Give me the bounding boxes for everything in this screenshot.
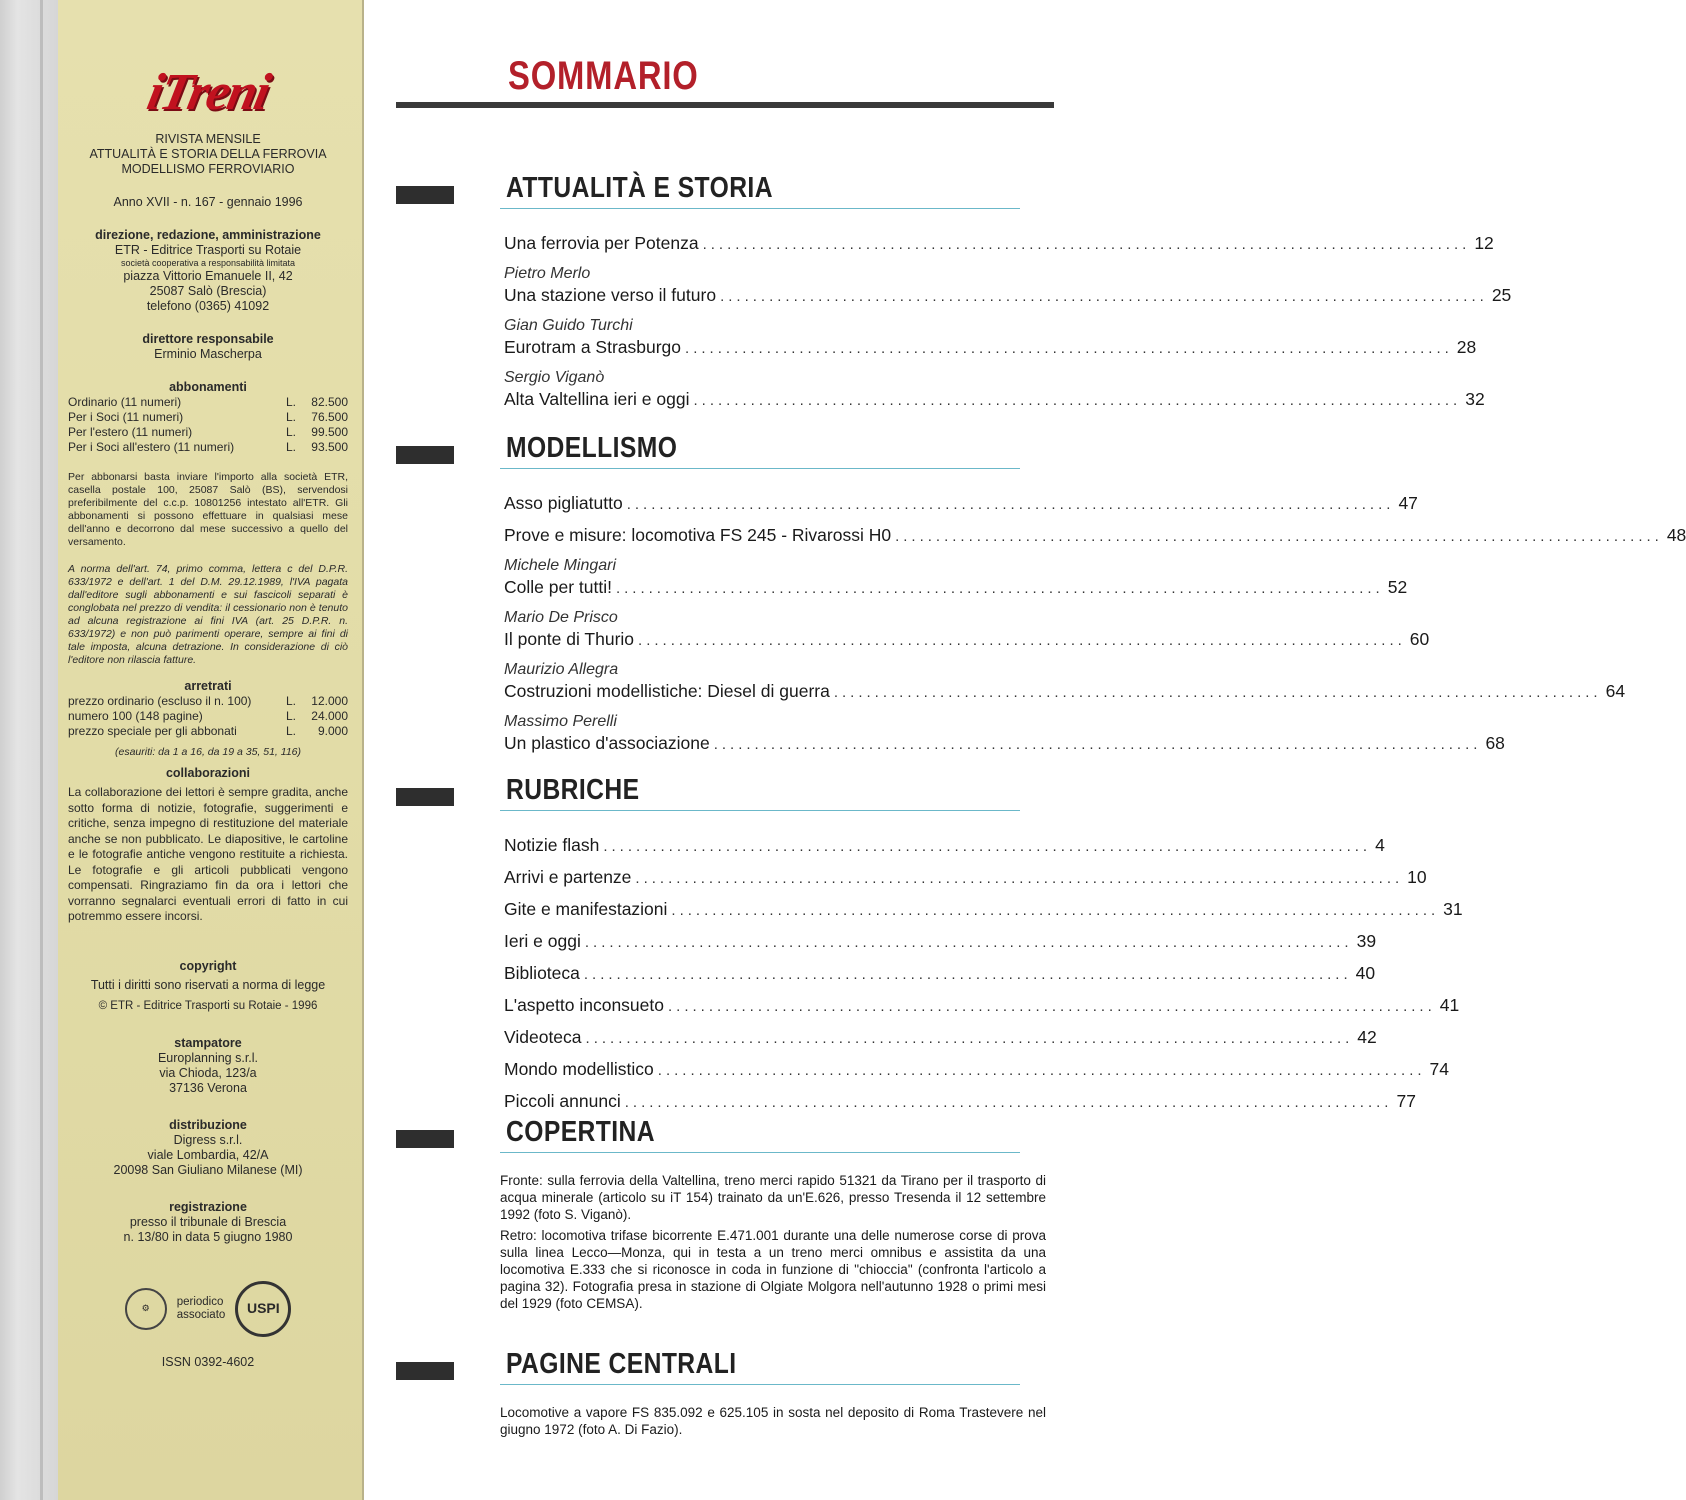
article-title: Una ferrovia per Potenza: [504, 233, 699, 253]
toc-entry: [504, 898, 1463, 922]
back-issues-heading: arretrati: [184, 679, 232, 693]
toc-entry: [504, 492, 1418, 516]
article-title: Videoteca: [504, 1027, 582, 1047]
article-title: Ieri e oggi: [504, 931, 581, 951]
toc-entry: [504, 994, 1460, 1018]
printer-heading: stampatore: [174, 1035, 242, 1050]
section-title: MODELLISMO: [506, 432, 678, 464]
page-number: 25: [1491, 285, 1512, 305]
collaborations-text: La collaborazione dei lettori è sempre gradita, anche sotto forma di notizie, fotografie, suggerimenti e critiche, senza impegno di restituzione del materiale anche se non pubblicato. Le diapositive, le cartoline e le fotografie antiche vengono restituite a richiesta. Le fotografie e gli articoli pubblicati vengono compensati. Ringraziamo fin da ora i lettori che vorranno segnalarci eventuali errori di fatto in cui potremmo essere incorsi.: [68, 785, 348, 923]
page-number: 4: [1375, 835, 1385, 855]
copyright-heading: copyright: [179, 958, 237, 973]
toc-line: [504, 284, 1512, 308]
section-rule: [500, 208, 1020, 209]
toc-line: [504, 898, 1463, 922]
registration-line: n. 13/80 in data 5 giugno 1980: [123, 1229, 293, 1244]
article-author: Mario De Prisco: [504, 609, 618, 626]
tagline-line: MODELLISMO FERROVIARIO: [121, 162, 295, 176]
price-currency: L.: [286, 709, 297, 723]
direction-small: società cooperativa a responsabilità limitata: [120, 258, 296, 268]
price-label: prezzo speciale per gli abbonati: [68, 724, 237, 738]
printer-line: via Chioda, 123/a: [159, 1065, 257, 1080]
toc-line: [504, 1058, 1450, 1082]
price-row: [62, 440, 354, 455]
section-title: RUBRICHE: [506, 774, 640, 806]
article-title: Biblioteca: [504, 963, 580, 983]
section-rubriche: [396, 774, 1463, 1122]
section-title: COPERTINA: [506, 1116, 656, 1148]
title-rule: [396, 102, 1054, 108]
price-value: 24.000: [311, 709, 348, 723]
article-title: Asso pigliatutto: [504, 493, 623, 513]
toc-entry: [504, 1090, 1416, 1114]
price-row: [62, 395, 354, 410]
article-author: Massimo Perelli: [504, 713, 617, 730]
toc-line: [504, 388, 1485, 412]
leader-dots: ..............................................................................................: [583, 966, 1352, 983]
binding-gutter: [0, 0, 58, 1500]
printer-line: Europlanning s.r.l.: [157, 1050, 259, 1065]
article-title: Alta Valtellina ieri e oggi: [504, 389, 690, 409]
toc-line: [504, 866, 1427, 890]
toc-entry: [504, 524, 1686, 548]
sold-out-note: (esauriti: da 1 a 16, da 19 a 35, 51, 116): [114, 746, 302, 758]
collaborations-heading: collaborazioni: [165, 766, 251, 780]
leader-dots: ..............................................................................................: [668, 998, 1436, 1015]
distribution-line: Digress s.r.l.: [173, 1132, 243, 1147]
article-title: Il ponte di Thurio: [504, 629, 635, 649]
price-label: Per l'estero (11 numeri): [68, 425, 193, 439]
price-value: 76.500: [311, 410, 348, 424]
toc-entry: [504, 608, 1430, 652]
page-number: 77: [1396, 1091, 1416, 1111]
back-issues-list: [62, 694, 354, 739]
article-title: Costruzioni modellistiche: Diesel di guerra: [504, 681, 830, 701]
center-pages-text: Locomotive a vapore FS 835.092 e 625.105 in sosta nel deposito di Roma Trastevere nel giugno 1972 (foto A. Di Fazio).: [500, 1405, 1046, 1437]
toc-line: [504, 680, 1626, 704]
leader-dots: ..............................................................................................: [693, 392, 1462, 409]
subscriptions-note: Per abbonarsi basta inviare l'importo alla società ETR, casella postale 100, 25087 Salò (BS), servendosi preferibilmente del c.c.p. 10801256 intestato all'ETR. Gli abbonamenti si possono effettuare in qualsiasi mese dell'anno e decorrono dal mese successivo a quello del versamento.: [68, 471, 348, 548]
page-number: 10: [1407, 867, 1427, 887]
association-line: associato: [176, 1308, 226, 1321]
leader-dots: ..............................................................................................: [895, 528, 1663, 545]
toc-line: [504, 732, 1505, 756]
toc-list: [504, 492, 1686, 756]
page-number: 42: [1357, 1027, 1377, 1047]
association-logos: [62, 1281, 354, 1337]
article-author: Gian Guido Turchi: [504, 317, 633, 334]
toc-line: [504, 994, 1460, 1018]
page-number: 47: [1398, 493, 1418, 513]
toc-entry: [504, 556, 1408, 600]
page-number: 28: [1456, 337, 1477, 357]
toc-line: [504, 576, 1408, 600]
price-value: 12.000: [311, 694, 348, 708]
toc-line: [504, 628, 1430, 652]
price-value: 9.000: [317, 724, 348, 738]
article-title: L'aspetto inconsueto: [504, 995, 664, 1015]
section-title: ATTUALITÀ E STORIA: [506, 172, 773, 204]
page-number: 32: [1465, 389, 1485, 409]
price-value: 99.500: [311, 425, 348, 439]
leader-dots: ..............................................................................................: [615, 580, 1384, 597]
association-label: [177, 1296, 226, 1322]
page-number: 68: [1485, 733, 1505, 753]
page-number: 48: [1666, 525, 1686, 545]
article-title: Prove e misure: locomotiva FS 245 - Rivarossi H0: [504, 525, 892, 545]
section-rule: [500, 468, 1020, 469]
cover-description: [500, 1172, 1046, 1312]
toc-list: [504, 232, 1512, 412]
toc-entry: [504, 930, 1377, 954]
price-currency: L.: [286, 395, 297, 409]
article-title: Eurotram a Strasburgo: [504, 337, 682, 357]
section-header: [396, 774, 1056, 818]
direction-line: 25087 Salò (Brescia): [149, 284, 267, 298]
article-title: Mondo modellistico: [504, 1059, 654, 1079]
printer-line: 37136 Verona: [169, 1080, 247, 1095]
toc-entry: [504, 866, 1427, 890]
leader-dots: ..............................................................................................: [720, 288, 1488, 305]
direction-line: piazza Vittorio Emanuele II, 42: [123, 269, 293, 283]
toc-line: [504, 962, 1376, 986]
section-header: [396, 1348, 1056, 1392]
leader-dots: ..............................................................................................: [585, 1030, 1354, 1047]
cover-front-text: Fronte: sulla ferrovia della Valtellina, treno merci rapido 51321 da Tirano per il trasporto di acqua minerale (articolo su iT 154) trainato da un'E.626, presso Tresenda il 12 settembre 1992 (foto S. Viganò).: [500, 1173, 1046, 1222]
toc-line: [504, 492, 1418, 516]
price-row: [62, 410, 354, 425]
distribution-line: viale Lombardia, 42/A: [147, 1147, 269, 1162]
section-header: [396, 172, 1056, 216]
tagline: [62, 132, 354, 177]
leader-dots: ..............................................................................................: [833, 684, 1602, 701]
page-number: 41: [1439, 995, 1460, 1015]
leader-dots: ..............................................................................................: [713, 736, 1482, 753]
registration-line: presso il tribunale di Brescia: [129, 1214, 287, 1229]
toc-entry: [504, 660, 1626, 704]
page-number: 64: [1605, 681, 1626, 701]
toc-entry: [504, 368, 1485, 412]
direction-line: ETR - Editrice Trasporti su Rotaie: [114, 243, 302, 257]
leader-dots: ..............................................................................................: [702, 236, 1471, 253]
page-number: 74: [1429, 1059, 1450, 1079]
price-label: prezzo ordinario (escluso il n. 100): [68, 694, 252, 708]
toc-line: [504, 1026, 1377, 1050]
leader-dots: ..............................................................................................: [603, 838, 1372, 855]
toc-line: [504, 930, 1377, 954]
center-pages-description: [500, 1404, 1046, 1438]
price-row: [62, 724, 354, 739]
section-bar: [396, 446, 454, 464]
page-number: 31: [1443, 899, 1463, 919]
price-row: [62, 709, 354, 724]
section-modellismo: [396, 432, 1686, 764]
price-currency: L.: [286, 425, 297, 439]
price-currency: L.: [286, 440, 297, 454]
toc-entry: [504, 232, 1494, 256]
page-title: SOMMARIO: [508, 54, 699, 98]
leader-dots: ..............................................................................................: [584, 934, 1353, 951]
direction-line: telefono (0365) 41092: [146, 299, 270, 313]
toc-entry: [504, 962, 1376, 986]
toc-list: [504, 834, 1463, 1114]
section-rule: [500, 810, 1020, 811]
toc-line: [504, 232, 1494, 256]
toc-line: [504, 1090, 1416, 1114]
toc-entry: [504, 1058, 1450, 1082]
tagline-line: ATTUALITÀ E STORIA DELLA FERROVIA: [89, 147, 327, 161]
section-bar: [396, 788, 454, 806]
article-title: Notizie flash: [504, 835, 600, 855]
price-currency: L.: [286, 694, 297, 708]
price-currency: L.: [286, 724, 297, 738]
article-title: Colle per tutti!: [504, 577, 612, 597]
section-bar: [396, 1130, 454, 1148]
issn: ISSN 0392-4602: [161, 1354, 255, 1369]
magazine-logo: iTreni: [142, 64, 274, 121]
toc-entry: [504, 264, 1512, 308]
article-author: Maurizio Allegra: [504, 661, 619, 678]
copyright-line: Tutti i diritti sono riservati a norma di legge: [90, 977, 326, 992]
director-name: Erminio Mascherpa: [154, 347, 262, 361]
gutter-line: [40, 0, 43, 1500]
distribution-heading: distribuzione: [169, 1117, 247, 1132]
leader-dots: ..............................................................................................: [685, 340, 1453, 357]
leader-dots: ..............................................................................................: [671, 902, 1440, 919]
section-header: [396, 432, 1056, 476]
direction-heading: direzione, redazione, amministrazione: [95, 228, 321, 242]
publisher-seal-icon: ⚙: [125, 1288, 167, 1330]
leader-dots: ..............................................................................................: [638, 632, 1406, 649]
price-row: [62, 425, 354, 440]
page-number: 40: [1355, 963, 1376, 983]
section-header: [396, 1116, 1056, 1160]
page-number: 60: [1409, 629, 1430, 649]
section-bar: [396, 1362, 454, 1380]
cover-back-text: Retro: locomotiva trifase bicorrente E.471.001 durante una delle numerose corse di prova sulla linea Lecco—Monza, qui in testa a un treno merci omnibus e assistita da una locomotiva E.333 che si riconosce in coda in funzione di "chioccia" (confronta l'articolo a pagina 32). Fotografia presa in stazione di Olgiate Molgora nell'autunno 1928 o primi mesi del 1929 (foto CEMSA).: [500, 1228, 1046, 1311]
section-copertina: [396, 1116, 1056, 1316]
subscriptions-list: [62, 395, 354, 455]
article-title: Gite e manifestazioni: [504, 899, 668, 919]
vat-note: A norma dell'art. 74, primo comma, lettera c del D.P.R. 633/1972 e dell'art. 1 del D.M. 29.12.1989, l'IVA pagata dall'editore sugli abbonamenti e sui fascicoli separati è conglobata nel prezzo di vendita: il cessionario non è tenuto ad alcuna registrazione ai fini IVA (art. 25 D.P.R. n. 633/1972) e non può parimenti operare, sempre ai fini di tale imposta, alcuna detrazione. In considerazione di ciò l'editore non rilascia fatture.: [68, 563, 348, 666]
toc-entry: [504, 834, 1385, 858]
price-row: [62, 694, 354, 709]
price-value: 82.500: [311, 395, 348, 409]
section-attualita: [396, 172, 1512, 420]
registration-heading: registrazione: [169, 1199, 247, 1214]
leader-dots: ..............................................................................................: [624, 1094, 1393, 1111]
section-bar: [396, 186, 454, 204]
toc-entry: [504, 712, 1505, 756]
toc-entry: [504, 316, 1477, 360]
section-rule: [500, 1384, 1020, 1385]
price-value: 93.500: [311, 440, 348, 454]
price-currency: L.: [286, 410, 297, 424]
leader-dots: ..............................................................................................: [626, 496, 1395, 513]
article-title: Piccoli annunci: [504, 1091, 621, 1111]
page-number: 12: [1474, 233, 1494, 253]
article-author: Michele Mingari: [504, 557, 617, 574]
copyright-line: © ETR - Editrice Trasporti su Rotaie - 1996: [98, 999, 318, 1012]
toc-entry: [504, 1026, 1377, 1050]
section-rule: [500, 1152, 1020, 1153]
subscriptions-heading: abbonamenti: [169, 380, 247, 394]
price-label: Per i Soci (11 numeri): [68, 410, 184, 424]
masthead-sidebar: [58, 0, 364, 1500]
article-author: Sergio Viganò: [504, 369, 605, 386]
article-title: Arrivi e partenze: [504, 867, 632, 887]
issue-info: Anno XVII - n. 167 - gennaio 1996: [113, 195, 303, 209]
director-heading: direttore responsabile: [142, 332, 274, 346]
distribution-line: 20098 San Giuliano Milanese (MI): [113, 1162, 303, 1177]
leader-dots: ..............................................................................................: [635, 870, 1404, 887]
page-number: 52: [1387, 577, 1408, 597]
toc-line: [504, 834, 1385, 858]
page-number: 39: [1356, 931, 1377, 951]
price-label: Ordinario (11 numeri): [68, 395, 182, 409]
toc-line: [504, 336, 1477, 360]
toc-line: [504, 524, 1686, 548]
section-title: PAGINE CENTRALI: [506, 1348, 737, 1380]
association-line: periodico: [176, 1295, 224, 1308]
article-author: Pietro Merlo: [504, 265, 591, 282]
article-title: Una stazione verso il futuro: [504, 285, 717, 305]
leader-dots: ..............................................................................................: [657, 1062, 1426, 1079]
tagline-line: RIVISTA MENSILE: [155, 132, 261, 146]
price-label: Per i Soci all'estero (11 numeri): [68, 440, 235, 454]
article-title: Un plastico d'associazione: [504, 733, 710, 753]
section-pagine-centrali: [396, 1348, 1056, 1442]
uspi-logo: USPI: [235, 1281, 291, 1337]
price-label: numero 100 (148 pagine): [68, 709, 203, 723]
